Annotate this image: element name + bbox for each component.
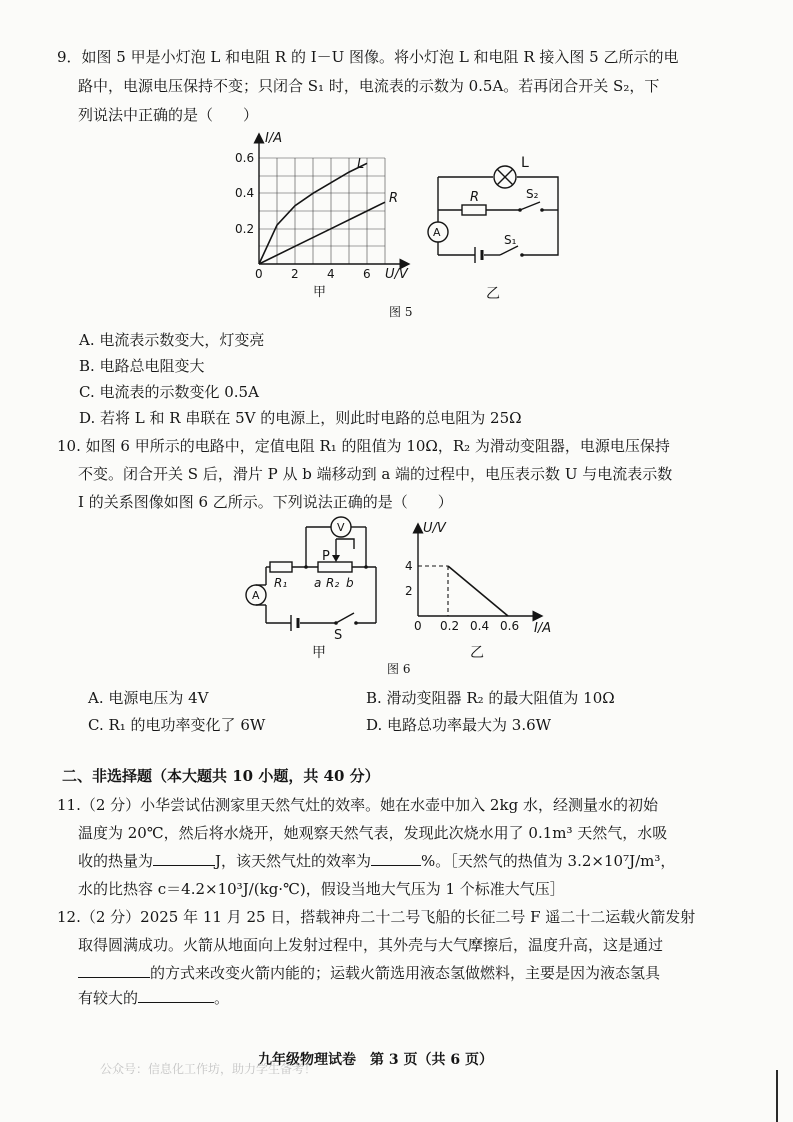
q10-option-d: D. 电路总功率最大为 3.6W	[366, 716, 552, 734]
ytick: 0.2	[235, 222, 255, 236]
figure6-sub-jia: 甲	[312, 645, 326, 660]
q9-option-b: B. 电路总电阻变大	[79, 357, 205, 375]
u-i-line	[448, 566, 508, 616]
q11-blank-heat[interactable]	[153, 865, 215, 866]
q9-line-1: 9．如图 5 甲是小灯泡 L 和电阻 R 的 I－U 图像。将小灯泡 L 和电阻 R 接入图 5 乙所示的电	[57, 48, 679, 66]
figure6-graph	[398, 520, 568, 660]
x-axis-label: I/A	[534, 621, 552, 636]
ytick: 0.4	[235, 186, 255, 200]
q10-line-3: I 的关系图像如图 6 乙所示。下列说法正确的是（ ）	[78, 493, 453, 511]
xtick: 0.6	[500, 619, 520, 633]
q11-text-a: 收的热量为	[78, 852, 154, 870]
y-axis-label: U/V	[423, 521, 446, 536]
figure6-sub-yi: 乙	[470, 645, 484, 660]
edge-line	[776, 1070, 778, 1122]
watermark: 公众号：信息化工作坊，助力学生备考！	[100, 1062, 317, 1076]
xtick: 0.2	[440, 619, 460, 633]
q10-line-2: 不变。闭合开关 S 后，滑片 P 从 b 端移动到 a 端的过程中，电压表示数 U 与电流表示数	[78, 465, 673, 483]
figure5-caption: 图 5	[389, 305, 413, 319]
xtick: 0.4	[470, 619, 490, 633]
figure6-circuit	[236, 515, 396, 660]
q11-text-c: %。［天然气的热值为 3.2×10⁷J/m³，	[421, 852, 676, 870]
figure5-sub-jia: 甲	[313, 285, 327, 300]
switch-s-label: S	[334, 628, 343, 643]
r2-label: R₂	[326, 576, 340, 590]
s1-label: S₁	[504, 233, 517, 247]
section-heading: 二、非选择题（本大题共 10 小题，共 40 分）	[62, 767, 380, 785]
figure5-circuit	[420, 150, 570, 300]
q9-line-2: 路中，电源电压保持不变；只闭合 S₁ 时，电流表的示数为 0.5A。若再闭合开关 S₂，下	[78, 77, 660, 95]
r1-label: R₁	[274, 576, 288, 590]
q12-text-a: 有较大的	[78, 989, 139, 1007]
q11-line-3	[78, 851, 675, 871]
q12-line-1: 12.（2 分）2025 年 11 月 25 日，搭载神舟二十二号飞船的长征二号 F 遥二十二运载火箭发射	[57, 908, 696, 926]
curve-R-label: R	[389, 191, 399, 206]
q10-option-b: B. 滑动变阻器 R₂ 的最大阻值为 10Ω	[366, 689, 615, 707]
y-axis-label: I/A	[265, 131, 283, 146]
q12-text-b: 的方式来改变火箭内能的；运载火箭选用液态氢做燃料，主要是因为液态氢具	[150, 964, 661, 982]
figure5-sub-yi: 乙	[486, 286, 500, 300]
q10-line-1: 10. 如图 6 甲所示的电路中，定值电阻 R₁ 的阻值为 10Ω，R₂ 为滑动变阻器，电源电压保持	[57, 437, 670, 455]
q11-blank-efficiency[interactable]	[371, 865, 421, 866]
figure5-graph	[225, 128, 415, 300]
q12-blank-method[interactable]	[78, 977, 150, 978]
xtick: 0	[414, 619, 422, 633]
s2-label: S₂	[526, 187, 539, 201]
end-a-label: a	[314, 576, 322, 590]
xtick: 2	[291, 267, 299, 281]
curve-R	[259, 202, 385, 264]
end-b-label: b	[346, 576, 354, 590]
voltmeter-icon: V	[337, 521, 345, 534]
q9-line-3: 列说法中正确的是（ ）	[78, 106, 259, 124]
xtick: 6	[363, 267, 371, 281]
curve-L-label: L	[357, 157, 365, 172]
resistor-label: R	[470, 190, 480, 205]
q12-text-c: 。	[214, 989, 230, 1007]
q9-option-a: A. 电流表示数变大，灯变亮	[79, 331, 265, 349]
page-footer: 九年级物理试卷 第 3 页（共 6 页）	[258, 1052, 493, 1068]
q12-line-2: 取得圆满成功。火箭从地面向上发射过程中，其外壳与大气摩擦后，温度升高，这是通过	[78, 936, 664, 954]
lamp-label: L	[521, 155, 529, 171]
figure6-caption: 图 6	[387, 662, 411, 676]
q12-line-4	[78, 988, 229, 1008]
q10-option-a: A. 电源电压为 4V	[88, 689, 209, 707]
q9-option-c: C. 电流表的示数变化 0.5A	[79, 383, 259, 401]
q11-line-4: 水的比热容 c＝4.2×10³J/(kg·℃)，假设当地大气压为 1 个标准大气压］	[78, 880, 565, 898]
q10-option-c: C. R₁ 的电功率变化了 6W	[88, 716, 266, 734]
ammeter-icon: A	[252, 589, 260, 602]
q11-line-2: 温度为 20℃，然后将水烧开，她观察天然气表，发现此次烧水用了 0.1m³ 天然气，水吸	[78, 824, 668, 842]
q12-line-3	[78, 963, 660, 983]
slider-p-label: P	[322, 549, 330, 564]
q9-option-d: D. 若将 L 和 R 串联在 5V 的电源上，则此时电路的总电阻为 25Ω	[79, 409, 522, 427]
xtick: 0	[255, 267, 263, 281]
q12-blank-property[interactable]	[138, 1002, 214, 1003]
q11-line-1: 11.（2 分）小华尝试估测家里天然气灶的效率。她在水壶中加入 2kg 水，经测量水的初始	[57, 796, 658, 814]
ammeter-icon: A	[433, 226, 441, 239]
ytick: 2	[405, 584, 413, 598]
q11-text-b: J，该天然气灶的效率为	[215, 852, 372, 870]
ytick: 0.6	[235, 151, 255, 165]
ytick: 4	[405, 559, 413, 573]
x-axis-label: U/V	[385, 267, 408, 282]
xtick: 4	[327, 267, 335, 281]
